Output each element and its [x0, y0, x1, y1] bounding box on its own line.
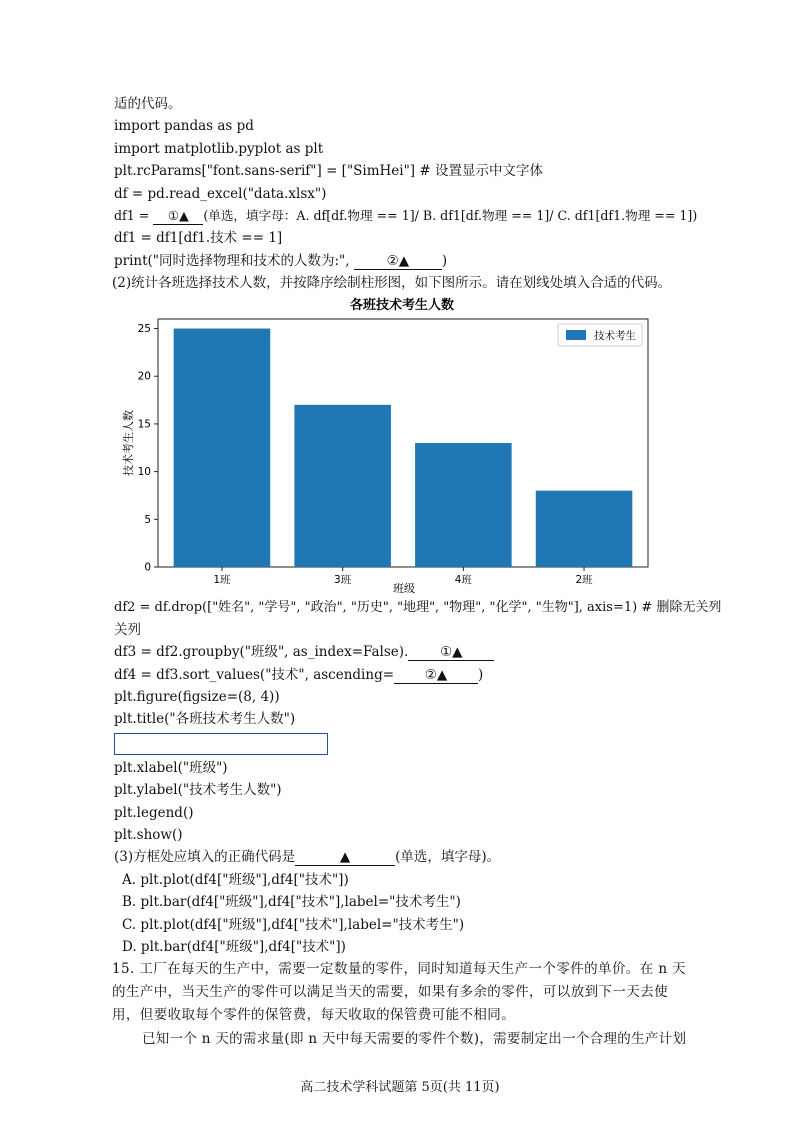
y-axis-label: 技术考生人数	[122, 409, 135, 476]
question-15-text: 15. 工厂在每天的生产中，需要一定数量的零件，同时知道每天生产一个零件的单价。在 n 天的生产中，当天生产的零件可以满足当天的需要，如果有多余的零件，可以放到下一天去使用，但要收取每个零件的保管费，每天收取的保管费可能不相同。	[112, 961, 687, 1023]
code-text: (单选，填字母：A. df[df.物理 == 1]/ B. df1[df.物理 == 1]/ C. df1[df1.物理 == 1])	[203, 207, 698, 223]
y-tick-label: 5	[144, 513, 151, 526]
exam-page	[112, 93, 722, 1051]
y-tick-label: 25	[137, 322, 151, 335]
code-line: df2 = df.drop(["姓名", "学号", "政治", "历史", "地理", "物理", "化学", "生物"], axis=1) # 删除无关列	[114, 599, 722, 615]
y-tick-label: 0	[144, 561, 151, 574]
code-text: df4 = df3.sort_values("技术", ascending=	[114, 666, 395, 683]
bar-3班	[294, 404, 391, 566]
code-text: )	[478, 666, 484, 683]
question-text-part: (3)方框处应填入的正确代码是	[114, 849, 296, 866]
x-tick-label: 1班	[213, 573, 231, 586]
code-text: df1 =	[114, 207, 150, 223]
bar-1班	[174, 328, 271, 566]
code-text: )	[441, 252, 448, 269]
legend	[558, 324, 642, 346]
code-line: plt.xlabel("班级")	[114, 759, 228, 776]
question-text: (2)统计各班选择技术人数，并按降序绘制柱形图，如下图所示。请在划线处填入合适的代码。	[112, 275, 672, 292]
fill-blank: ▲	[295, 849, 395, 866]
text-line: 适的代码。	[114, 96, 182, 112]
option-c: C. plt.plot(df4["班级"],df4["技术"],label="技术考生")	[122, 916, 465, 933]
code-line: df1 = df1[df1.技术 == 1]	[114, 230, 283, 247]
code-line: import pandas as pd	[114, 118, 254, 135]
fill-blank: ①▲	[408, 644, 494, 661]
option-a: A. plt.plot(df4["班级"],df4["技术"])	[122, 871, 349, 888]
code-text: print("同时选择物理和技术的人数为:",	[114, 252, 350, 269]
bar-chart-svg	[114, 295, 694, 597]
x-axis-label: 班级	[393, 581, 415, 595]
code-line: import matplotlib.pyplot as plt	[114, 140, 324, 157]
answer-box	[114, 733, 328, 755]
code-line	[114, 664, 694, 686]
fill-blank: ①▲	[153, 208, 203, 225]
bar-4班	[415, 443, 512, 567]
code-line: plt.legend()	[114, 804, 194, 821]
option-b: B. plt.bar(df4["班级"],df4["技术"],label="技术考生")	[122, 894, 461, 911]
y-tick-label: 10	[137, 465, 151, 478]
legend-label: 技术考生	[594, 329, 636, 342]
text-line: 关列	[114, 621, 141, 638]
bar-chart	[114, 295, 694, 597]
legend-swatch	[566, 330, 586, 340]
x-tick-label: 2班	[575, 573, 593, 586]
x-tick-label: 3班	[334, 573, 352, 586]
code-text: df3 = df2.groupby("班级", as_index=False).	[114, 644, 409, 661]
code-line	[114, 250, 694, 272]
page-footer: 高二技术学科试题第 5页(共 11页)	[300, 1080, 500, 1095]
code-line: plt.show()	[114, 827, 183, 844]
question-text-part: (单选，填字母)。	[395, 849, 501, 866]
bar-2班	[536, 490, 633, 566]
chart-title: 各班技术考生人数	[349, 297, 455, 313]
code-line: plt.rcParams["font.sans-serif"] = ["SimHei"] # 设置显示中文字体	[114, 163, 543, 180]
fill-blank: ②▲	[354, 253, 442, 270]
code-line: df = pd.read_excel("data.xlsx")	[114, 185, 327, 202]
y-tick-label: 15	[137, 417, 151, 430]
question-15-text: 已知一个 n 天的需求量(即 n 天中每天需要的零件个数)，需要制定出一个合理的生产计划	[142, 1031, 687, 1048]
option-d: D. plt.bar(df4["班级"],df4["技术"])	[122, 938, 346, 955]
code-line	[114, 205, 698, 227]
fill-blank: ②▲	[394, 667, 478, 684]
code-line: plt.figure(figsize=(8, 4))	[114, 689, 280, 706]
code-line	[114, 641, 694, 663]
question-text	[114, 846, 694, 868]
x-tick-label: 4班	[454, 573, 472, 586]
code-line: plt.ylabel("技术考生人数")	[114, 782, 282, 799]
y-tick-label: 20	[137, 370, 151, 383]
code-line: plt.title("各班技术考生人数")	[114, 711, 296, 728]
